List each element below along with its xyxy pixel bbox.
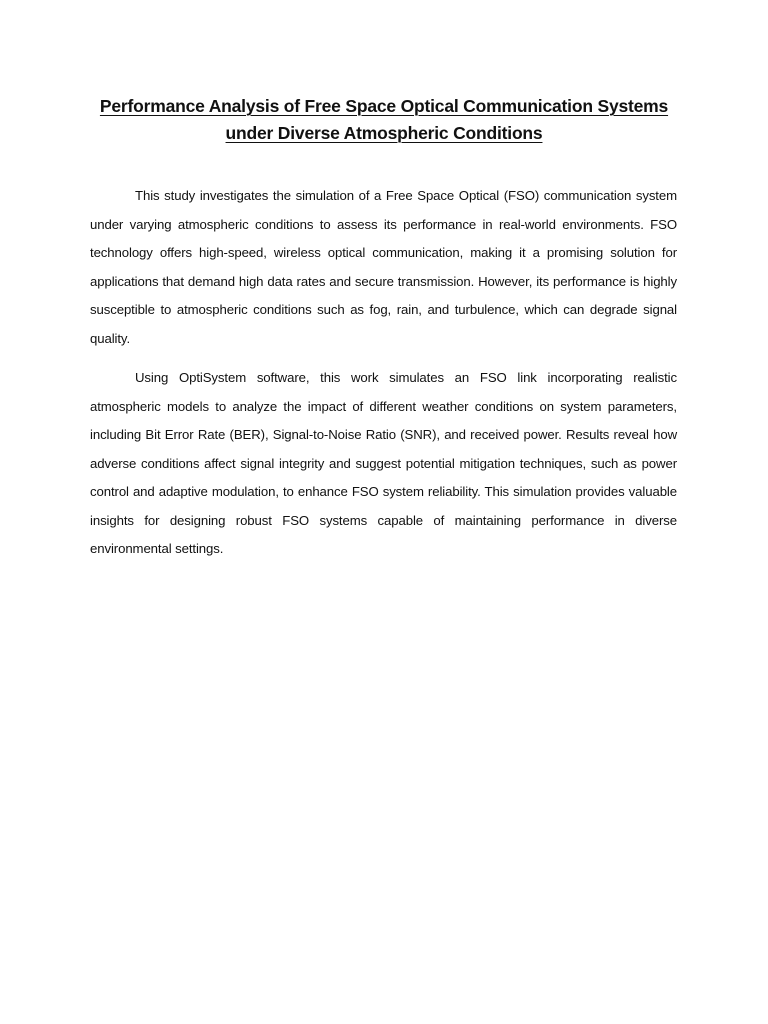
title-line-2: under Diverse Atmospheric Conditions <box>225 123 543 143</box>
title-line-1: Performance Analysis of Free Space Optical Communication Systems <box>99 96 669 116</box>
abstract-paragraph-2: Using OptiSystem software, this work simulates an FSO link incorporating realistic atmospheric models to analyze the impact of different weather conditions on system parameters, including Bit Error Rate (BER), Signal-to-Noise Ratio (SNR), and received power. Results reveal how adverse conditions affect signal integrity and suggest potential mitigation techniques, such as power control and adaptive modulation, to enhance FSO system reliability. This simulation provides valuable insights for designing robust FSO systems capable of maintaining performance in diverse environmental settings. <box>90 370 677 556</box>
abstract-paragraph-1: This study investigates the simulation of a Free Space Optical (FSO) communication system under varying atmospheric conditions to assess its performance in real-world environments. FSO technology offers high-speed, wireless optical communication, making it a promising solution for applications that demand high data rates and secure transmission. However, its performance is highly susceptible to atmospheric conditions such as fog, rain, and turbulence, which can degrade signal quality. <box>90 188 677 346</box>
document-title <box>80 93 688 147</box>
